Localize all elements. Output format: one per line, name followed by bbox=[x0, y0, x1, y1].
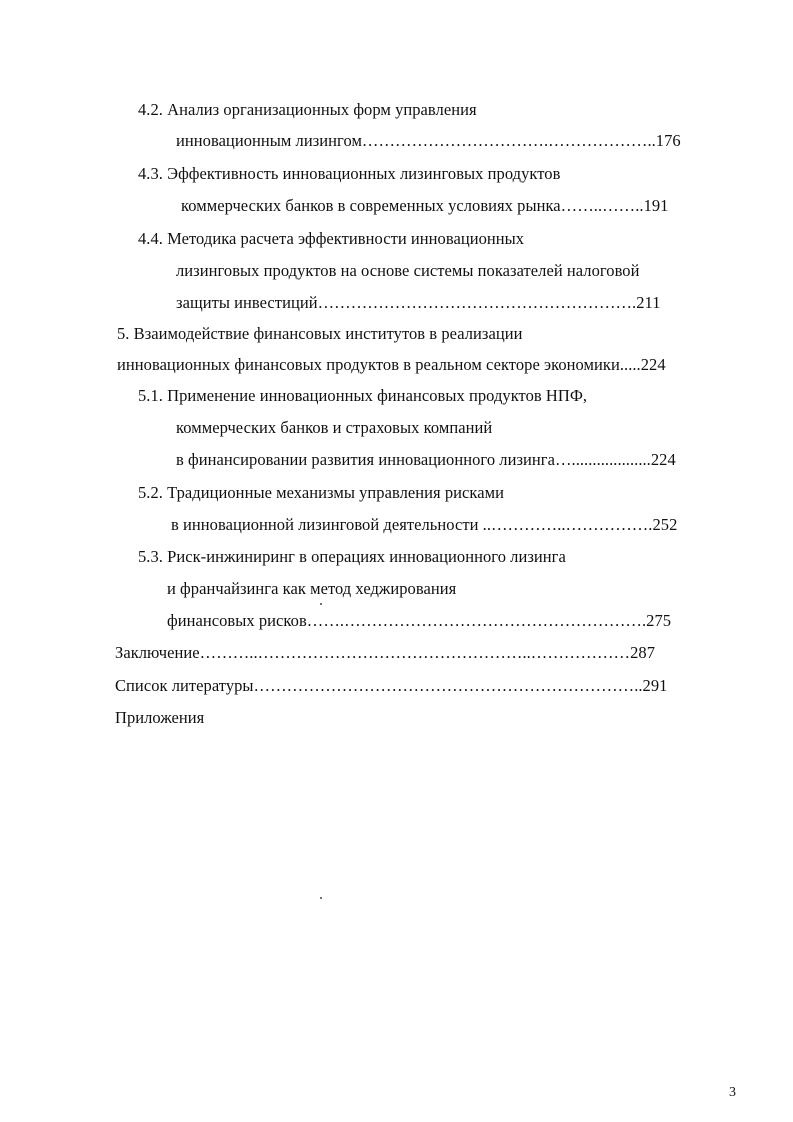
toc-entry-conclusion: Заключение………..…………………………………………..………………287 bbox=[115, 643, 655, 662]
toc-entry-4-3: 4.3. Эффективность инновационных лизинговых продуктов bbox=[138, 164, 561, 183]
toc-entry-5-3: 5.3. Риск-инжиниринг в операциях инновационного лизинга bbox=[138, 547, 566, 566]
toc-entry-5-1-cont2: в финансировании развития инновационного лизинга…...................224 bbox=[176, 450, 676, 469]
scan-speck bbox=[320, 603, 322, 605]
toc-entry-5: 5. Взаимодействие финансовых институтов в реализации bbox=[117, 324, 523, 343]
scan-speck bbox=[320, 897, 322, 899]
toc-entry-5-3-cont1: и франчайзинга как метод хеджирования bbox=[167, 579, 457, 598]
toc-entry-5-2-cont: в инновационной лизинговой деятельности ..…………..…………….252 bbox=[171, 515, 678, 534]
toc-entry-5-cont: инновационных финансовых продуктов в реальном секторе экономики.....224 bbox=[117, 355, 666, 374]
toc-entry-4-4: 4.4. Методика расчета эффективности инновационных bbox=[138, 229, 525, 248]
toc-entry-4-4-cont2: защиты инвестиций………………………………………………….211 bbox=[176, 293, 661, 312]
toc-entry-4-2: 4.2. Анализ организационных форм управления bbox=[138, 100, 477, 119]
toc-entry-5-1: 5.1. Применение инновационных финансовых продуктов НПФ, bbox=[138, 386, 588, 405]
toc-entry-5-3-cont2: финансовых рисков…….……………………………………………….275 bbox=[167, 611, 672, 630]
toc-entry-5-1-cont1: коммерческих банков и страховых компаний bbox=[176, 418, 493, 437]
toc-entry-appendices: Приложения bbox=[115, 708, 205, 727]
toc-entry-references: Список литературы……………………………………………………………..291 bbox=[115, 676, 668, 695]
toc-entry-4-2-cont: инновационным лизингом…………………………….………………..176 bbox=[176, 131, 681, 150]
toc-entry-5-2: 5.2. Традиционные механизмы управления рисками bbox=[138, 483, 504, 502]
toc-entry-4-3-cont: коммерческих банков в современных условиях рынка……..……..191 bbox=[181, 196, 669, 215]
page-number: 3 bbox=[729, 1085, 736, 1100]
toc-entry-4-4-cont1: лизинговых продуктов на основе системы показателей налоговой bbox=[176, 261, 640, 280]
